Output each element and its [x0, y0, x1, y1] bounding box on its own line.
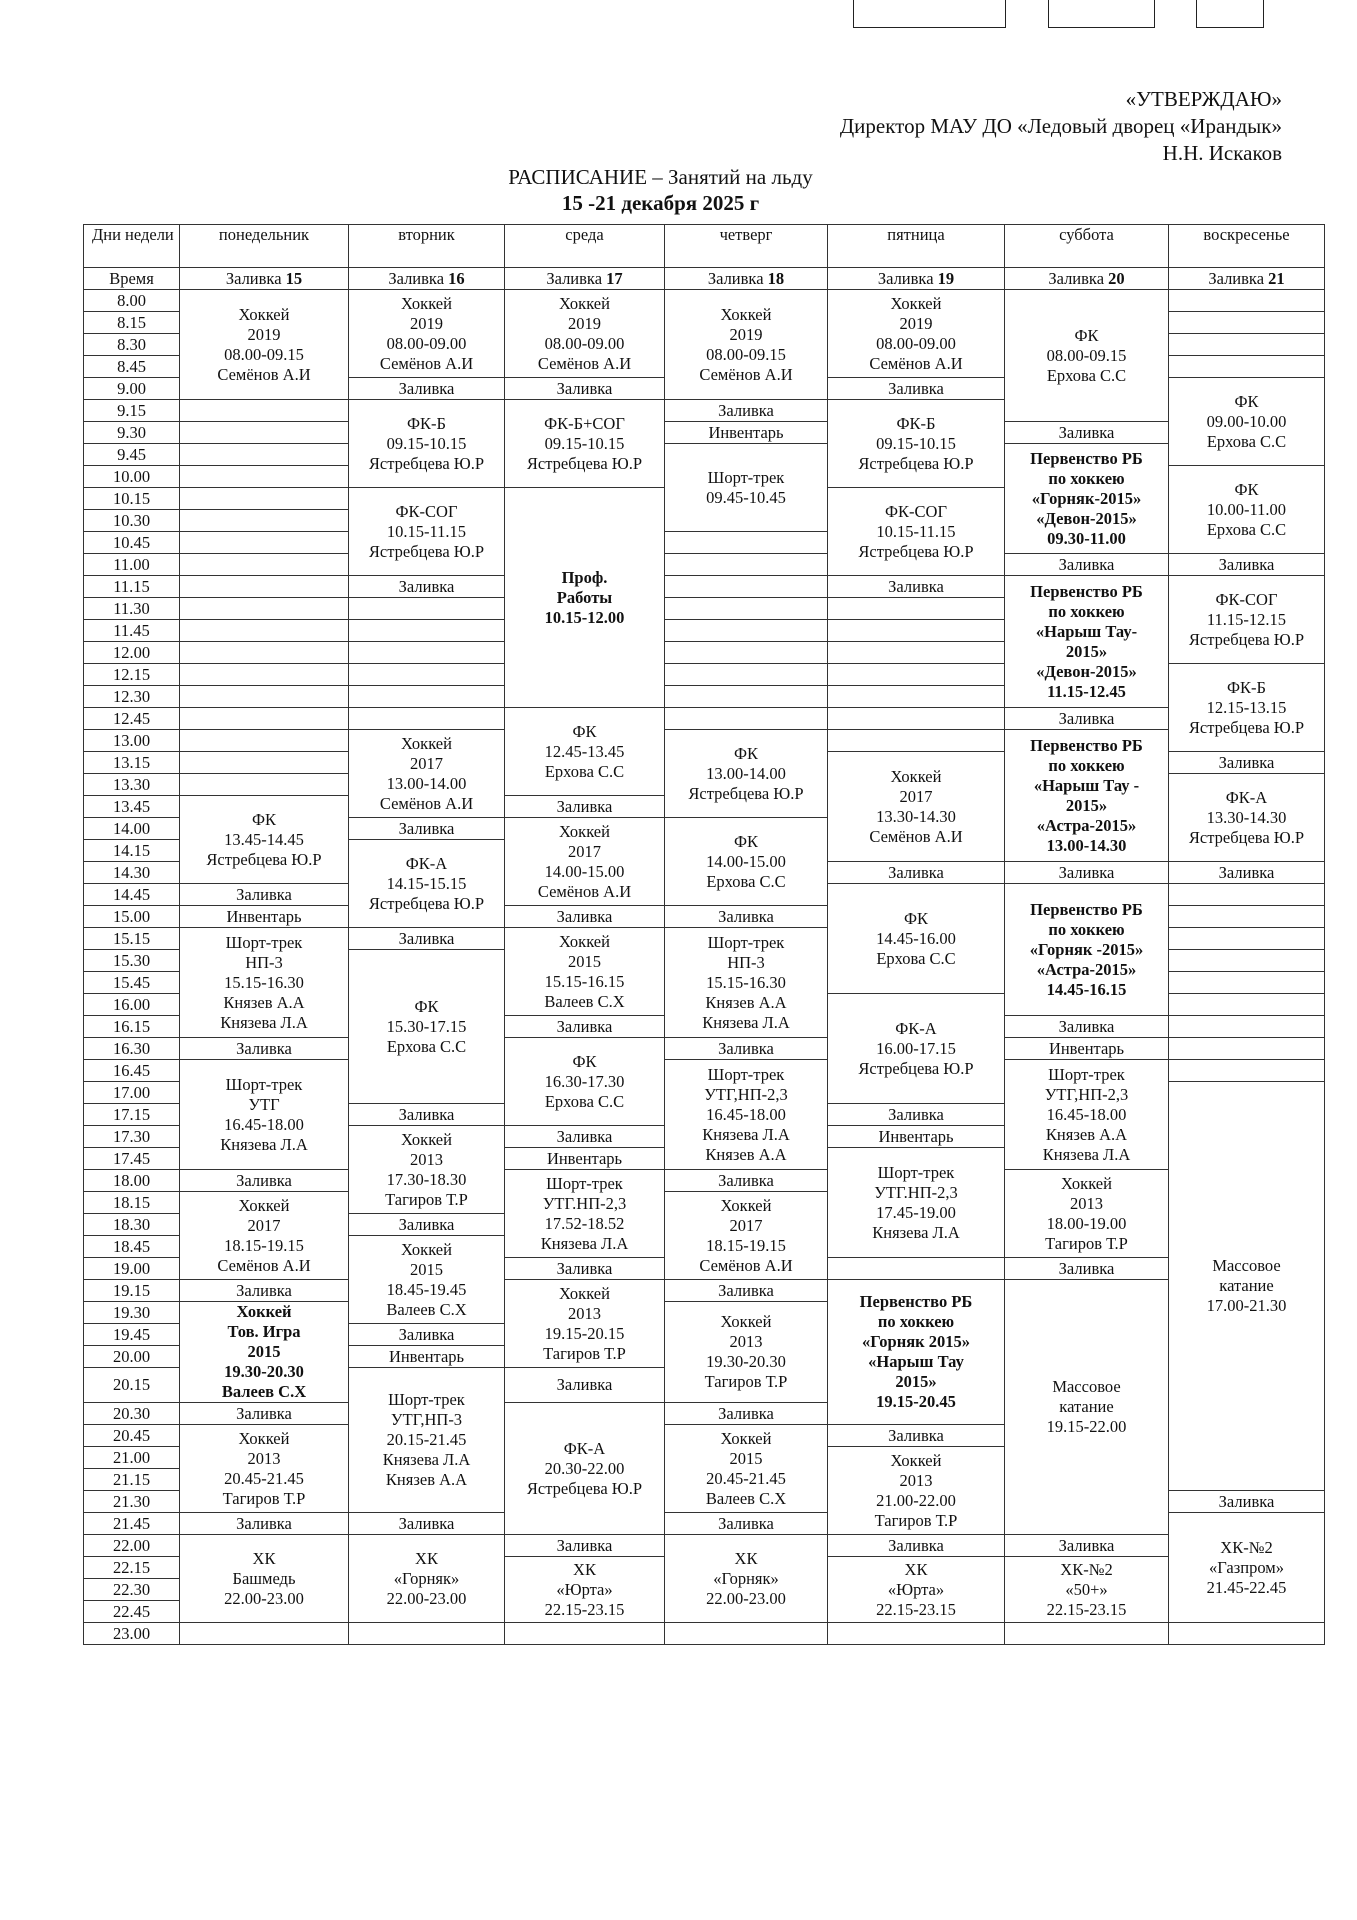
schedule-entry: Шорт-трек 09.45-10.45 [665, 444, 828, 532]
zalivka-word: Заливка [1048, 269, 1109, 288]
schedule-entry: Первенство РБ по хоккею «Горняк -2015» «Астра-2015» 14.45-16.15 [1005, 884, 1169, 1016]
zalivka-header [1005, 268, 1169, 290]
time-cell: 12.45 [84, 708, 180, 730]
empty-slot [828, 620, 1005, 642]
schedule-entry: Хоккей 2013 19.15-20.15 Тагиров Т.Р [505, 1280, 665, 1368]
empty-slot [180, 730, 349, 752]
schedule-entry: Заливка [349, 1104, 505, 1126]
day-header: суббота [1005, 225, 1169, 268]
empty-slot [349, 598, 505, 620]
empty-slot [665, 620, 828, 642]
time-cell: 22.15 [84, 1557, 180, 1579]
schedule-entry: Инвентарь [180, 906, 349, 928]
empty-slot [1169, 928, 1325, 950]
time-cell: 11.45 [84, 620, 180, 642]
schedule-entry: Заливка [349, 818, 505, 840]
schedule-entry: Заливка [828, 1425, 1005, 1447]
time-cell: 10.45 [84, 532, 180, 554]
empty-slot [1005, 1623, 1169, 1645]
schedule-entry: Хоккей 2017 18.15-19.15 Семёнов А.И [665, 1192, 828, 1280]
day-header: понедельник [180, 225, 349, 268]
schedule-entry: ФК 08.00-09.15 Ерхова С.С [1005, 290, 1169, 422]
schedule-entry: Заливка [180, 1038, 349, 1060]
schedule-entry: Шорт-трек УТГ 16.45-18.00 Князева Л.А [180, 1060, 349, 1170]
schedule-entry: Хоккей Тов. Игра 2015 19.30-20.30 Валеев С.Х [180, 1302, 349, 1403]
schedule-entry: Заливка [665, 1513, 828, 1535]
schedule-entry: Заливка [1005, 1258, 1169, 1280]
zalivka-number: 15 [285, 269, 303, 288]
empty-slot [828, 1258, 1005, 1280]
time-cell: 20.45 [84, 1425, 180, 1447]
empty-slot [665, 598, 828, 620]
schedule-entry: Хоккей 2019 08.00-09.15 Семёнов А.И [180, 290, 349, 400]
schedule-entry: ФК-СОГ 11.15-12.15 Ястребцева Ю.Р [1169, 576, 1325, 664]
empty-slot [828, 642, 1005, 664]
schedule-entry: ФК-Б 09.15-10.15 Ястребцева Ю.Р [828, 400, 1005, 488]
schedule-entry: ФК-СОГ 10.15-11.15 Ястребцева Ю.Р [349, 488, 505, 576]
header-box-2 [1048, 0, 1155, 28]
time-cell: 22.45 [84, 1601, 180, 1623]
schedule-entry: ФК 13.45-14.45 Ястребцева Ю.Р [180, 796, 349, 884]
empty-slot [1169, 1016, 1325, 1038]
empty-slot [180, 642, 349, 664]
schedule-entry: Хоккей 2017 13.00-14.00 Семёнов А.И [349, 730, 505, 818]
empty-slot [1169, 950, 1325, 972]
schedule-entry: ХК «Юрта» 22.15-23.15 [828, 1557, 1005, 1623]
schedule-entry: ФК-СОГ 10.15-11.15 Ястребцева Ю.Р [828, 488, 1005, 576]
schedule-entry: Шорт-трек УТГ,НП-3 20.15-21.45 Князева Л.А Князев А.А [349, 1368, 505, 1513]
empty-slot [1169, 334, 1325, 356]
title-line-2: 15 -21 декабря 2025 г [561, 191, 760, 215]
schedule-entry: Заливка [828, 576, 1005, 598]
schedule-entry: Хоккей 2013 20.45-21.45 Тагиров Т.Р [180, 1425, 349, 1513]
schedule-entry: Заливка [505, 1016, 665, 1038]
schedule-entry: Первенство РБ по хоккею «Горняк 2015» «Нарыш Тау 2015» 19.15-20.45 [828, 1280, 1005, 1425]
zalivka-header [665, 268, 828, 290]
schedule-entry: Заливка [1005, 554, 1169, 576]
schedule-entry: ФК 14.45-16.00 Ерхова С.С [828, 884, 1005, 994]
schedule-entry: ХК Башмедь 22.00-23.00 [180, 1535, 349, 1623]
zalivka-word: Заливка [1208, 269, 1269, 288]
schedule-entry: Инвентарь [505, 1148, 665, 1170]
schedule-entry: Инвентарь [828, 1126, 1005, 1148]
empty-slot [665, 576, 828, 598]
schedule-entry: ФК-А 14.15-15.15 Ястребцева Ю.Р [349, 840, 505, 928]
header-box-1 [853, 0, 1006, 28]
schedule-entry: ХК «Горняк» 22.00-23.00 [349, 1535, 505, 1623]
time-cell: 17.45 [84, 1148, 180, 1170]
time-cell: 18.45 [84, 1236, 180, 1258]
schedule-entry: Заливка [828, 1535, 1005, 1557]
zalivka-header [349, 268, 505, 290]
schedule-entry: Инвентарь [349, 1346, 505, 1368]
time-cell: 20.00 [84, 1346, 180, 1368]
schedule-entry: ХК «Горняк» 22.00-23.00 [665, 1535, 828, 1623]
schedule-entry: Шорт-трек УТГ,НП-2,3 16.45-18.00 Князев А.А Князева Л.А [1005, 1060, 1169, 1170]
empty-slot [180, 576, 349, 598]
schedule-entry: ФК-Б+СОГ 09.15-10.15 Ястребцева Ю.Р [505, 400, 665, 488]
schedule-entry: Заливка [665, 1170, 828, 1192]
empty-slot [180, 422, 349, 444]
schedule-entry: Хоккей 2019 08.00-09.00 Семёнов А.И [828, 290, 1005, 378]
time-cell: 14.45 [84, 884, 180, 906]
schedule-entry: Шорт-трек УТГ.НП-2,3 17.52-18.52 Князева Л.А [505, 1170, 665, 1258]
time-cell: 21.45 [84, 1513, 180, 1535]
schedule-entry: Заливка [665, 400, 828, 422]
schedule-entry: Заливка [828, 378, 1005, 400]
time-cell: 9.15 [84, 400, 180, 422]
schedule-entry: ФК 10.00-11.00 Ерхова С.С [1169, 466, 1325, 554]
schedule-entry: Заливка [505, 906, 665, 928]
schedule-entry: Заливка [349, 928, 505, 950]
empty-slot [180, 598, 349, 620]
time-cell: 8.45 [84, 356, 180, 378]
time-cell: 19.15 [84, 1280, 180, 1302]
empty-slot [180, 510, 349, 532]
schedule-entry: Хоккей 2013 18.00-19.00 Тагиров Т.Р [1005, 1170, 1169, 1258]
schedule-entry: Заливка [180, 1170, 349, 1192]
schedule-entry: Заливка [505, 796, 665, 818]
schedule-entry: Заливка [1005, 862, 1169, 884]
empty-slot [1169, 972, 1325, 994]
schedule-entry: ФК-А 13.30-14.30 Ястребцева Ю.Р [1169, 774, 1325, 862]
empty-slot [665, 1623, 828, 1645]
zalivka-number: 17 [606, 269, 623, 288]
time-header: Время [84, 268, 180, 290]
schedule-entry: Заливка [1169, 1491, 1325, 1513]
zalivka-header [505, 268, 665, 290]
time-cell: 17.30 [84, 1126, 180, 1148]
empty-slot [665, 708, 828, 730]
schedule-entry: ХК-№2 «50+» 22.15-23.15 [1005, 1557, 1169, 1623]
schedule-entry: Заливка [1169, 862, 1325, 884]
time-cell: 15.45 [84, 972, 180, 994]
schedule-entry: Хоккей 2015 18.45-19.45 Валеев С.Х [349, 1236, 505, 1324]
schedule-entry: ФК-Б 09.15-10.15 Ястребцева Ю.Р [349, 400, 505, 488]
time-cell: 20.30 [84, 1403, 180, 1425]
time-cell: 9.00 [84, 378, 180, 400]
schedule-entry: Заливка [1005, 708, 1169, 730]
empty-slot [349, 708, 505, 730]
empty-slot [828, 598, 1005, 620]
time-cell: 12.30 [84, 686, 180, 708]
time-cell: 15.30 [84, 950, 180, 972]
schedule-entry: Хоккей 2013 19.30-20.30 Тагиров Т.Р [665, 1302, 828, 1403]
time-cell: 19.00 [84, 1258, 180, 1280]
schedule-entry: Заливка [665, 1038, 828, 1060]
zalivka-header [828, 268, 1005, 290]
schedule-entry: ФК 09.00-10.00 Ерхова С.С [1169, 378, 1325, 466]
schedule-entry: Заливка [665, 1403, 828, 1425]
time-cell: 11.00 [84, 554, 180, 576]
schedule-table [83, 224, 1325, 1645]
schedule-entry: Заливка [180, 884, 349, 906]
schedule-entry: Заливка [665, 906, 828, 928]
time-cell: 13.45 [84, 796, 180, 818]
empty-slot [180, 774, 349, 796]
time-cell: 9.45 [84, 444, 180, 466]
time-cell: 17.15 [84, 1104, 180, 1126]
time-cell: 15.15 [84, 928, 180, 950]
time-cell: 18.00 [84, 1170, 180, 1192]
schedule-entry: Хоккей 2019 08.00-09.00 Семёнов А.И [505, 290, 665, 378]
empty-slot [665, 532, 828, 554]
day-header: вторник [349, 225, 505, 268]
time-cell: 16.15 [84, 1016, 180, 1038]
schedule-entry: Проф. Работы 10.15-12.00 [505, 488, 665, 708]
empty-slot [349, 686, 505, 708]
day-header: четверг [665, 225, 828, 268]
schedule-entry: Заливка [1005, 1016, 1169, 1038]
empty-slot [665, 686, 828, 708]
empty-slot [1169, 906, 1325, 928]
day-header: пятница [828, 225, 1005, 268]
schedule-entry: Заливка [180, 1513, 349, 1535]
schedule-entry: Заливка [505, 1535, 665, 1557]
schedule-entry: Заливка [505, 1368, 665, 1403]
schedule-entry: ХК «Юрта» 22.15-23.15 [505, 1557, 665, 1623]
empty-slot [828, 708, 1005, 730]
time-cell: 21.30 [84, 1491, 180, 1513]
schedule-entry: Хоккей 2015 15.15-16.15 Валеев С.Х [505, 928, 665, 1016]
empty-slot [180, 752, 349, 774]
schedule-entry: Первенство РБ по хоккею «Нарыш Тау- 2015» «Девон-2015» 11.15-12.45 [1005, 576, 1169, 708]
zalivka-header [1169, 268, 1325, 290]
empty-slot [1169, 1623, 1325, 1645]
schedule-entry: Массовое катание 19.15-22.00 [1005, 1280, 1169, 1535]
schedule-entry: ФК-А 16.00-17.15 Ястребцева Ю.Р [828, 994, 1005, 1104]
time-cell: 12.00 [84, 642, 180, 664]
empty-slot [1169, 994, 1325, 1016]
empty-slot [828, 1623, 1005, 1645]
schedule-entry: Шорт-трек НП-3 15.15-16.30 Князев А.А Князева Л.А [180, 928, 349, 1038]
time-cell: 13.30 [84, 774, 180, 796]
schedule-entry: ФК 13.00-14.00 Ястребцева Ю.Р [665, 730, 828, 818]
empty-slot [180, 708, 349, 730]
schedule-entry: ФК 16.30-17.30 Ерхова С.С [505, 1038, 665, 1126]
zalivka-number: 20 [1108, 269, 1125, 288]
empty-slot [180, 686, 349, 708]
schedule-entry: Хоккей 2015 20.45-21.45 Валеев С.Х [665, 1425, 828, 1513]
empty-slot [1169, 312, 1325, 334]
empty-slot [828, 730, 1005, 752]
days-header: Дни недели [84, 225, 180, 268]
time-cell: 21.00 [84, 1447, 180, 1469]
empty-slot [349, 664, 505, 686]
schedule-entry: Заливка [1169, 554, 1325, 576]
empty-slot [180, 554, 349, 576]
schedule-entry: Заливка [1005, 1535, 1169, 1557]
empty-slot [180, 466, 349, 488]
header-box-3 [1196, 0, 1264, 28]
approval-line-1: «УТВЕРЖДАЮ» [1125, 87, 1282, 111]
schedule-entry: Массовое катание 17.00-21.30 [1169, 1082, 1325, 1491]
empty-slot [1169, 356, 1325, 378]
schedule-entry: Хоккей 2017 13.30-14.30 Семёнов А.И [828, 752, 1005, 862]
empty-slot [1169, 290, 1325, 312]
time-cell: 12.15 [84, 664, 180, 686]
empty-slot [1169, 1060, 1325, 1082]
empty-slot [665, 554, 828, 576]
zalivka-word: Заливка [877, 269, 938, 288]
schedule-entry: Заливка [349, 1214, 505, 1236]
approval-line-3: Н.Н. Искаков [1162, 141, 1282, 165]
schedule-entry: Заливка [505, 378, 665, 400]
schedule-entry: Заливка [665, 1280, 828, 1302]
empty-slot [828, 664, 1005, 686]
time-cell: 8.15 [84, 312, 180, 334]
empty-slot [1169, 1038, 1325, 1060]
empty-slot [180, 400, 349, 422]
time-cell: 17.00 [84, 1082, 180, 1104]
day-header: воскресенье [1169, 225, 1325, 268]
time-cell: 11.15 [84, 576, 180, 598]
empty-slot [180, 1623, 349, 1645]
time-cell: 10.30 [84, 510, 180, 532]
zalivka-word: Заливка [546, 269, 607, 288]
time-cell: 8.00 [84, 290, 180, 312]
time-cell: 14.30 [84, 862, 180, 884]
approval-block [840, 86, 1282, 167]
empty-slot [180, 664, 349, 686]
empty-slot [505, 1623, 665, 1645]
time-cell: 22.30 [84, 1579, 180, 1601]
empty-slot [828, 686, 1005, 708]
schedule-entry: ФК-А 20.30-22.00 Ястребцева Ю.Р [505, 1403, 665, 1535]
schedule-entry: ФК 14.00-15.00 Ерхова С.С [665, 818, 828, 906]
time-cell: 19.30 [84, 1302, 180, 1324]
time-cell: 10.00 [84, 466, 180, 488]
time-cell: 16.30 [84, 1038, 180, 1060]
empty-slot [180, 444, 349, 466]
time-cell: 23.00 [84, 1623, 180, 1645]
empty-slot [665, 642, 828, 664]
empty-slot [349, 1623, 505, 1645]
time-cell: 13.00 [84, 730, 180, 752]
schedule-entry: Хоккей 2019 08.00-09.00 Семёнов А.И [349, 290, 505, 378]
document-title [0, 164, 1357, 217]
time-cell: 8.30 [84, 334, 180, 356]
schedule-entry: ФК 12.45-13.45 Ерхова С.С [505, 708, 665, 796]
time-cell: 10.15 [84, 488, 180, 510]
schedule-entry: Первенство РБ по хоккею «Нарыш Тау - 2015» «Астра-2015» 13.00-14.30 [1005, 730, 1169, 862]
time-cell: 14.15 [84, 840, 180, 862]
time-cell: 22.00 [84, 1535, 180, 1557]
schedule-entry: ХК-№2 «Газпром» 21.45-22.45 [1169, 1513, 1325, 1623]
schedule-entry: Заливка [505, 1258, 665, 1280]
time-cell: 13.15 [84, 752, 180, 774]
schedule-entry: Шорт-трек УТГ.НП-2,3 17.45-19.00 Князева Л.А [828, 1148, 1005, 1258]
zalivka-word: Заливка [707, 269, 768, 288]
time-cell: 16.00 [84, 994, 180, 1016]
schedule-entry: Заливка [828, 862, 1005, 884]
schedule-entry: Заливка [349, 378, 505, 400]
empty-slot [180, 532, 349, 554]
zalivka-number: 21 [1268, 269, 1285, 288]
schedule-entry: Первенство РБ по хоккею «Горняк-2015» «Девон-2015» 09.30-11.00 [1005, 444, 1169, 554]
schedule-entry: Заливка [828, 1104, 1005, 1126]
schedule-entry: Заливка [349, 1513, 505, 1535]
schedule-entry: Хоккей 2013 21.00-22.00 Тагиров Т.Р [828, 1447, 1005, 1535]
schedule-entry: Заливка [1169, 752, 1325, 774]
schedule-entry: Хоккей 2017 18.15-19.15 Семёнов А.И [180, 1192, 349, 1280]
empty-slot [349, 620, 505, 642]
time-cell: 14.00 [84, 818, 180, 840]
time-cell: 15.00 [84, 906, 180, 928]
schedule-entry: ФК-Б 12.15-13.15 Ястребцева Ю.Р [1169, 664, 1325, 752]
approval-line-2: Директор МАУ ДО «Ледовый дворец «Ирандык» [839, 114, 1282, 138]
time-cell: 19.45 [84, 1324, 180, 1346]
empty-slot [180, 620, 349, 642]
day-header: среда [505, 225, 665, 268]
schedule-entry: Хоккей 2013 17.30-18.30 Тагиров Т.Р [349, 1126, 505, 1214]
schedule-entry: ФК 15.30-17.15 Ерхова С.С [349, 950, 505, 1104]
time-cell: 18.30 [84, 1214, 180, 1236]
empty-slot [349, 642, 505, 664]
time-cell: 21.15 [84, 1469, 180, 1491]
time-cell: 18.15 [84, 1192, 180, 1214]
zalivka-number: 16 [448, 269, 465, 288]
time-cell: 9.30 [84, 422, 180, 444]
zalivka-number: 18 [767, 269, 785, 288]
empty-slot [665, 664, 828, 686]
time-cell: 16.45 [84, 1060, 180, 1082]
schedule-entry: Инвентарь [1005, 1038, 1169, 1060]
schedule-entry: Заливка [1005, 422, 1169, 444]
title-line-1: РАСПИСАНИЕ – Занятий на льду [508, 165, 813, 189]
schedule-entry: Инвентарь [665, 422, 828, 444]
schedule-entry: Заливка [349, 576, 505, 598]
schedule-entry: Заливка [505, 1126, 665, 1148]
zalivka-word: Заливка [388, 269, 449, 288]
schedule-entry: Хоккей 2017 14.00-15.00 Семёнов А.И [505, 818, 665, 906]
time-cell: 20.15 [84, 1368, 180, 1403]
schedule-entry: Хоккей 2019 08.00-09.15 Семёнов А.И [665, 290, 828, 400]
zalivka-header [180, 268, 349, 290]
schedule-entry: Шорт-трек НП-3 15.15-16.30 Князев А.А Князева Л.А [665, 928, 828, 1038]
schedule-entry: Заливка [180, 1403, 349, 1425]
empty-slot [1169, 884, 1325, 906]
schedule-entry: Заливка [349, 1324, 505, 1346]
zalivka-word: Заливка [225, 269, 286, 288]
time-cell: 11.30 [84, 598, 180, 620]
empty-slot [180, 488, 349, 510]
zalivka-number: 19 [937, 269, 955, 288]
schedule-entry: Заливка [180, 1280, 349, 1302]
schedule-entry: Шорт-трек УТГ,НП-2,3 16.45-18.00 Князева Л.А Князев А.А [665, 1060, 828, 1170]
